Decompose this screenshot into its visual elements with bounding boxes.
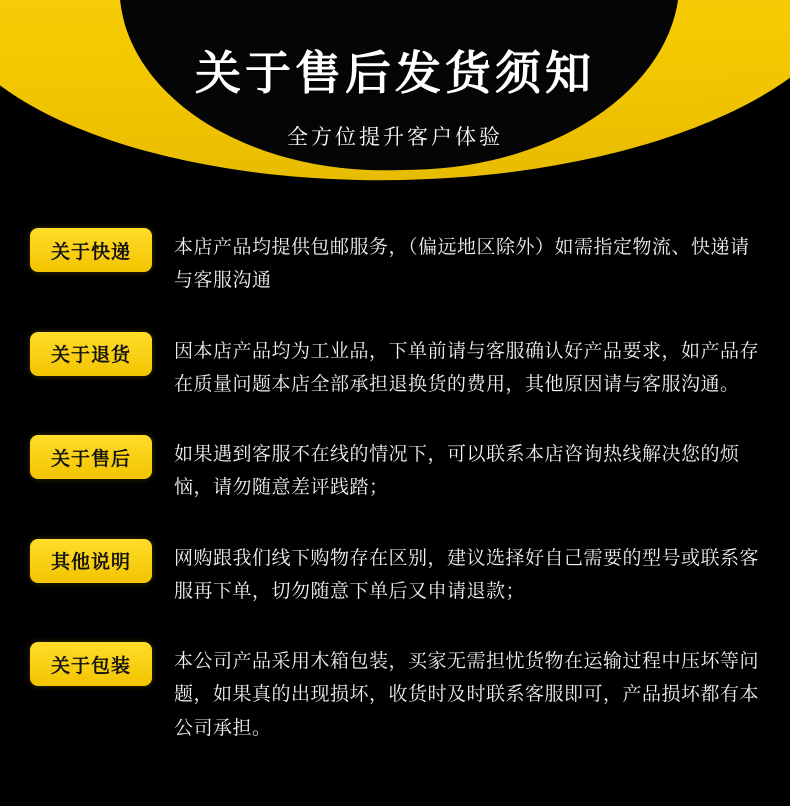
notice-tag: 关于售后	[30, 435, 152, 479]
notice-tag: 关于退货	[30, 332, 152, 376]
page-subtitle: 全方位提升客户体验	[287, 125, 503, 149]
notice-row	[30, 435, 760, 505]
notice-tag: 其他说明	[30, 539, 152, 583]
notice-tag: 关于快递	[30, 228, 152, 272]
notice-text: 如果遇到客服不在线的情况下，可以联系本店咨询热线解决您的烦恼，请勿随意差评践踏；	[174, 444, 740, 499]
page-title: 关于售后发货须知	[195, 47, 595, 99]
notice-text: 本公司产品采用木箱包装，买家无需担忧货物在运输过程中压坏等问题，如果真的出现损坏，收货时及时联系客服即可，产品损坏都有本公司承担。	[174, 651, 760, 739]
notice-text: 因本店产品均为工业品，下单前请与客服确认好产品要求，如产品存在质量问题本店全部承担退换货的费用，其他原因请与客服沟通。	[174, 340, 760, 395]
banner-text-group	[0, 0, 790, 198]
header-banner	[0, 0, 790, 198]
notice-text: 本店产品均提供包邮服务，（偏远地区除外）如需指定物流、快递请与客服沟通	[174, 237, 750, 292]
notice-row	[30, 228, 760, 298]
notice-list	[0, 198, 790, 799]
notice-row	[30, 539, 760, 609]
notice-row	[30, 642, 760, 745]
notice-tag: 关于包装	[30, 642, 152, 686]
notice-row	[30, 332, 760, 402]
notice-text: 网购跟我们线下购物存在区别，建议选择好自己需要的型号或联系客服再下单，切勿随意下单后又申请退款；	[174, 547, 760, 602]
